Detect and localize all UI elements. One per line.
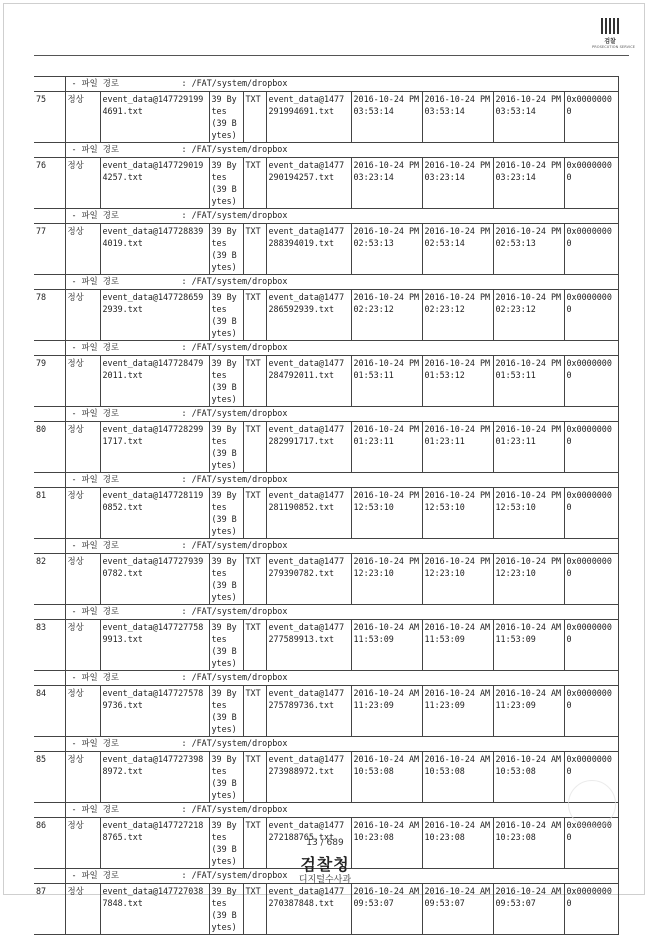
row-number: 76 <box>34 158 65 209</box>
file-size-cell: 39 Bytes (39 Bytes) <box>209 620 243 671</box>
created-time-cell: 2016-10-24 AM 10:53:08 <box>351 752 422 803</box>
file-type-cell: TXT <box>243 92 266 143</box>
file-name-cell: event_data@1477281190852.txt <box>100 488 209 539</box>
file-path-label: - 파일 경로 <box>71 738 119 748</box>
row-number: 82 <box>34 554 65 605</box>
file-path-label: - 파일 경로 <box>71 540 119 550</box>
file-path-value: /FAT/system/dropbox <box>191 672 288 682</box>
file-path-sep: : <box>181 672 187 682</box>
file-path-sep: : <box>181 144 187 154</box>
file-type-cell: TXT <box>243 620 266 671</box>
file-name-cell: event_data@1477272188765.txt <box>100 818 209 869</box>
file-path-label: - 파일 경로 <box>71 672 119 682</box>
file-path-sep: : <box>181 804 187 814</box>
file-type-cell: TXT <box>243 488 266 539</box>
file-path-row <box>34 407 618 422</box>
modified-time-cell: 2016-10-24 PM 02:23:12 <box>422 290 493 341</box>
offset-cell: 0x00000000 <box>564 752 618 803</box>
file-path-sep: : <box>181 870 187 880</box>
logo-bars-icon <box>592 18 628 34</box>
row-number: 77 <box>34 224 65 275</box>
file-size-cell: 39 Bytes (39 Bytes) <box>209 686 243 737</box>
file-path-cell <box>65 671 618 686</box>
table-row <box>34 224 618 275</box>
accessed-time-cell: 2016-10-24 AM 11:23:09 <box>493 686 564 737</box>
offset-cell: 0x00000000 <box>564 224 618 275</box>
original-name-cell: event_data@1477291994691.txt <box>266 92 351 143</box>
path-row-spacer <box>34 143 65 158</box>
created-time-cell: 2016-10-24 PM 12:53:10 <box>351 488 422 539</box>
status-cell: 정상 <box>65 158 100 209</box>
offset-cell: 0x00000000 <box>564 554 618 605</box>
created-time-cell: 2016-10-24 AM 11:53:09 <box>351 620 422 671</box>
file-path-label: - 파일 경로 <box>71 474 119 484</box>
file-path-label: - 파일 경로 <box>71 870 119 880</box>
header-divider <box>34 55 629 56</box>
offset-cell: 0x00000000 <box>564 686 618 737</box>
file-type-cell: TXT <box>243 356 266 407</box>
file-path-value: /FAT/system/dropbox <box>191 144 288 154</box>
modified-time-cell: 2016-10-24 PM 03:53:14 <box>422 92 493 143</box>
file-size-cell: 39 Bytes (39 Bytes) <box>209 92 243 143</box>
file-log-table <box>34 76 619 935</box>
table-row <box>34 356 618 407</box>
accessed-time-cell: 2016-10-24 PM 02:23:12 <box>493 290 564 341</box>
offset-cell: 0x00000000 <box>564 356 618 407</box>
accessed-time-cell: 2016-10-24 AM 10:23:08 <box>493 818 564 869</box>
offset-cell: 0x00000000 <box>564 92 618 143</box>
file-size-cell: 39 Bytes (39 Bytes) <box>209 554 243 605</box>
table-row <box>34 554 618 605</box>
file-type-cell: TXT <box>243 686 266 737</box>
table-row <box>34 158 618 209</box>
file-size-cell: 39 Bytes (39 Bytes) <box>209 158 243 209</box>
path-row-spacer <box>34 473 65 488</box>
accessed-time-cell: 2016-10-24 PM 12:23:10 <box>493 554 564 605</box>
path-row-spacer <box>34 737 65 752</box>
modified-time-cell: 2016-10-24 PM 12:53:10 <box>422 488 493 539</box>
created-time-cell: 2016-10-24 AM 10:23:08 <box>351 818 422 869</box>
created-time-cell: 2016-10-24 PM 02:53:13 <box>351 224 422 275</box>
prosecution-logo <box>592 18 636 49</box>
file-path-cell <box>65 275 618 290</box>
file-type-cell: TXT <box>243 290 266 341</box>
file-type-cell: TXT <box>243 752 266 803</box>
file-type-cell: TXT <box>243 884 266 935</box>
file-path-label: - 파일 경로 <box>71 210 119 220</box>
file-path-cell <box>65 341 618 356</box>
created-time-cell: 2016-10-24 PM 03:23:14 <box>351 158 422 209</box>
original-name-cell: event_data@1477288394019.txt <box>266 224 351 275</box>
created-time-cell: 2016-10-24 AM 09:53:07 <box>351 884 422 935</box>
file-name-cell: event_data@1477288394019.txt <box>100 224 209 275</box>
file-path-cell <box>65 605 618 620</box>
file-name-cell: event_data@1477279390782.txt <box>100 554 209 605</box>
faint-stamp <box>568 780 616 828</box>
file-name-cell: event_data@1477270387848.txt <box>100 884 209 935</box>
original-name-cell: event_data@1477272188765.txt <box>266 818 351 869</box>
original-name-cell: event_data@1477282991717.txt <box>266 422 351 473</box>
file-path-sep: : <box>181 78 187 88</box>
file-path-value: /FAT/system/dropbox <box>191 342 288 352</box>
file-size-cell: 39 Bytes (39 Bytes) <box>209 818 243 869</box>
file-size-cell: 39 Bytes (39 Bytes) <box>209 752 243 803</box>
file-name-cell: event_data@1477277589913.txt <box>100 620 209 671</box>
accessed-time-cell: 2016-10-24 PM 01:53:11 <box>493 356 564 407</box>
logo-name: 검찰 <box>604 38 616 45</box>
path-row-spacer <box>34 341 65 356</box>
status-cell: 정상 <box>65 554 100 605</box>
file-path-value: /FAT/system/dropbox <box>191 870 288 880</box>
table-row <box>34 620 618 671</box>
created-time-cell: 2016-10-24 AM 11:23:09 <box>351 686 422 737</box>
file-path-value: /FAT/system/dropbox <box>191 408 288 418</box>
original-name-cell: event_data@1477277589913.txt <box>266 620 351 671</box>
modified-time-cell: 2016-10-24 AM 09:53:07 <box>422 884 493 935</box>
file-path-row <box>34 341 618 356</box>
file-path-sep: : <box>181 210 187 220</box>
file-path-cell <box>65 77 618 92</box>
file-size-cell: 39 Bytes (39 Bytes) <box>209 884 243 935</box>
accessed-time-cell: 2016-10-24 AM 11:53:09 <box>493 620 564 671</box>
status-cell: 정상 <box>65 224 100 275</box>
file-path-label: - 파일 경로 <box>71 804 119 814</box>
file-path-cell <box>65 539 618 554</box>
file-path-cell <box>65 407 618 422</box>
organization-name: 검찰청 <box>300 855 350 874</box>
file-type-cell: TXT <box>243 422 266 473</box>
file-path-value: /FAT/system/dropbox <box>191 474 288 484</box>
row-number: 79 <box>34 356 65 407</box>
file-path-value: /FAT/system/dropbox <box>191 738 288 748</box>
offset-cell: 0x00000000 <box>564 488 618 539</box>
offset-cell: 0x00000000 <box>564 818 618 869</box>
file-path-value: /FAT/system/dropbox <box>191 276 288 286</box>
row-number: 81 <box>34 488 65 539</box>
modified-time-cell: 2016-10-24 AM 11:23:09 <box>422 686 493 737</box>
file-path-cell <box>65 473 618 488</box>
file-path-label: - 파일 경로 <box>71 408 119 418</box>
path-row-spacer <box>34 209 65 224</box>
file-path-row <box>34 209 618 224</box>
file-path-value: /FAT/system/dropbox <box>191 606 288 616</box>
original-name-cell: event_data@1477290194257.txt <box>266 158 351 209</box>
file-name-cell: event_data@1477290194257.txt <box>100 158 209 209</box>
file-name-cell: event_data@1477273988972.txt <box>100 752 209 803</box>
file-name-cell: event_data@1477282991717.txt <box>100 422 209 473</box>
file-name-cell: event_data@1477286592939.txt <box>100 290 209 341</box>
file-path-sep: : <box>181 606 187 616</box>
table-row <box>34 422 618 473</box>
file-path-value: /FAT/system/dropbox <box>191 804 288 814</box>
accessed-time-cell: 2016-10-24 PM 01:23:11 <box>493 422 564 473</box>
file-path-row <box>34 803 618 818</box>
created-time-cell: 2016-10-24 PM 01:53:11 <box>351 356 422 407</box>
status-cell: 정상 <box>65 422 100 473</box>
file-path-cell <box>65 143 618 158</box>
file-path-sep: : <box>181 276 187 286</box>
file-type-cell: TXT <box>243 158 266 209</box>
file-path-label: - 파일 경로 <box>71 78 119 88</box>
file-path-cell <box>65 803 618 818</box>
offset-cell: 0x00000000 <box>564 620 618 671</box>
path-row-spacer <box>34 407 65 422</box>
offset-cell: 0x00000000 <box>564 884 618 935</box>
file-name-cell: event_data@1477275789736.txt <box>100 686 209 737</box>
file-name-cell: event_data@1477284792011.txt <box>100 356 209 407</box>
status-cell: 정상 <box>65 884 100 935</box>
file-size-cell: 39 Bytes (39 Bytes) <box>209 224 243 275</box>
file-type-cell: TXT <box>243 224 266 275</box>
row-number: 75 <box>34 92 65 143</box>
status-cell: 정상 <box>65 356 100 407</box>
file-path-row <box>34 275 618 290</box>
file-path-row <box>34 473 618 488</box>
file-size-cell: 39 Bytes (39 Bytes) <box>209 290 243 341</box>
accessed-time-cell: 2016-10-24 PM 12:53:10 <box>493 488 564 539</box>
row-number: 87 <box>34 884 65 935</box>
original-name-cell: event_data@1477273988972.txt <box>266 752 351 803</box>
table-row <box>34 884 618 935</box>
modified-time-cell: 2016-10-24 AM 10:23:08 <box>422 818 493 869</box>
created-time-cell: 2016-10-24 PM 02:23:12 <box>351 290 422 341</box>
status-cell: 정상 <box>65 686 100 737</box>
accessed-time-cell: 2016-10-24 AM 09:53:07 <box>493 884 564 935</box>
offset-cell: 0x00000000 <box>564 158 618 209</box>
modified-time-cell: 2016-10-24 PM 01:23:11 <box>422 422 493 473</box>
file-path-value: /FAT/system/dropbox <box>191 210 288 220</box>
file-path-sep: : <box>181 342 187 352</box>
path-row-spacer <box>34 605 65 620</box>
file-path-row <box>34 539 618 554</box>
row-number: 86 <box>34 818 65 869</box>
modified-time-cell: 2016-10-24 PM 12:23:10 <box>422 554 493 605</box>
table-row <box>34 488 618 539</box>
file-path-label: - 파일 경로 <box>71 606 119 616</box>
status-cell: 정상 <box>65 290 100 341</box>
created-time-cell: 2016-10-24 PM 03:53:14 <box>351 92 422 143</box>
accessed-time-cell: 2016-10-24 AM 10:53:08 <box>493 752 564 803</box>
original-name-cell: event_data@1477275789736.txt <box>266 686 351 737</box>
status-cell: 정상 <box>65 488 100 539</box>
created-time-cell: 2016-10-24 PM 01:23:11 <box>351 422 422 473</box>
file-path-row <box>34 605 618 620</box>
path-row-spacer <box>34 803 65 818</box>
file-size-cell: 39 Bytes (39 Bytes) <box>209 488 243 539</box>
file-path-value: /FAT/system/dropbox <box>191 540 288 550</box>
file-size-cell: 39 Bytes (39 Bytes) <box>209 356 243 407</box>
modified-time-cell: 2016-10-24 AM 11:53:09 <box>422 620 493 671</box>
modified-time-cell: 2016-10-24 PM 03:23:14 <box>422 158 493 209</box>
row-number: 85 <box>34 752 65 803</box>
original-name-cell: event_data@1477281190852.txt <box>266 488 351 539</box>
path-row-spacer <box>34 77 65 92</box>
offset-cell: 0x00000000 <box>564 290 618 341</box>
status-cell: 정상 <box>65 620 100 671</box>
file-path-cell <box>65 737 618 752</box>
path-row-spacer <box>34 671 65 686</box>
page-number: 13 / 689 <box>306 838 344 848</box>
file-path-row <box>34 143 618 158</box>
file-path-row <box>34 671 618 686</box>
file-path-sep: : <box>181 408 187 418</box>
table-row <box>34 752 618 803</box>
status-cell: 정상 <box>65 752 100 803</box>
offset-cell: 0x00000000 <box>564 422 618 473</box>
file-path-value: /FAT/system/dropbox <box>191 78 288 88</box>
row-number: 83 <box>34 620 65 671</box>
file-name-cell: event_data@1477291994691.txt <box>100 92 209 143</box>
file-path-sep: : <box>181 474 187 484</box>
file-path-sep: : <box>181 738 187 748</box>
file-path-row <box>34 737 618 752</box>
table-row <box>34 686 618 737</box>
created-time-cell: 2016-10-24 PM 12:23:10 <box>351 554 422 605</box>
file-path-label: - 파일 경로 <box>71 276 119 286</box>
accessed-time-cell: 2016-10-24 PM 02:53:13 <box>493 224 564 275</box>
status-cell: 정상 <box>65 818 100 869</box>
row-number: 84 <box>34 686 65 737</box>
file-path-label: - 파일 경로 <box>71 144 119 154</box>
modified-time-cell: 2016-10-24 PM 01:53:12 <box>422 356 493 407</box>
file-type-cell: TXT <box>243 818 266 869</box>
original-name-cell: event_data@1477286592939.txt <box>266 290 351 341</box>
modified-time-cell: 2016-10-24 AM 10:53:08 <box>422 752 493 803</box>
row-number: 80 <box>34 422 65 473</box>
file-type-cell: TXT <box>243 554 266 605</box>
original-name-cell: event_data@1477270387848.txt <box>266 884 351 935</box>
department-name: 디지털수사과 <box>298 875 352 885</box>
modified-time-cell: 2016-10-24 PM 02:53:14 <box>422 224 493 275</box>
table-row <box>34 290 618 341</box>
row-number: 78 <box>34 290 65 341</box>
status-cell: 정상 <box>65 92 100 143</box>
file-path-row <box>34 77 618 92</box>
file-size-cell: 39 Bytes (39 Bytes) <box>209 422 243 473</box>
file-path-label: - 파일 경로 <box>71 342 119 352</box>
original-name-cell: event_data@1477279390782.txt <box>266 554 351 605</box>
file-path-sep: : <box>181 540 187 550</box>
original-name-cell: event_data@1477284792011.txt <box>266 356 351 407</box>
logo-subtitle: PROSECUTION SERVICE <box>592 45 636 49</box>
table-row <box>34 92 618 143</box>
accessed-time-cell: 2016-10-24 PM 03:23:14 <box>493 158 564 209</box>
path-row-spacer <box>34 539 65 554</box>
file-path-cell <box>65 209 618 224</box>
accessed-time-cell: 2016-10-24 PM 03:53:14 <box>493 92 564 143</box>
path-row-spacer <box>34 275 65 290</box>
